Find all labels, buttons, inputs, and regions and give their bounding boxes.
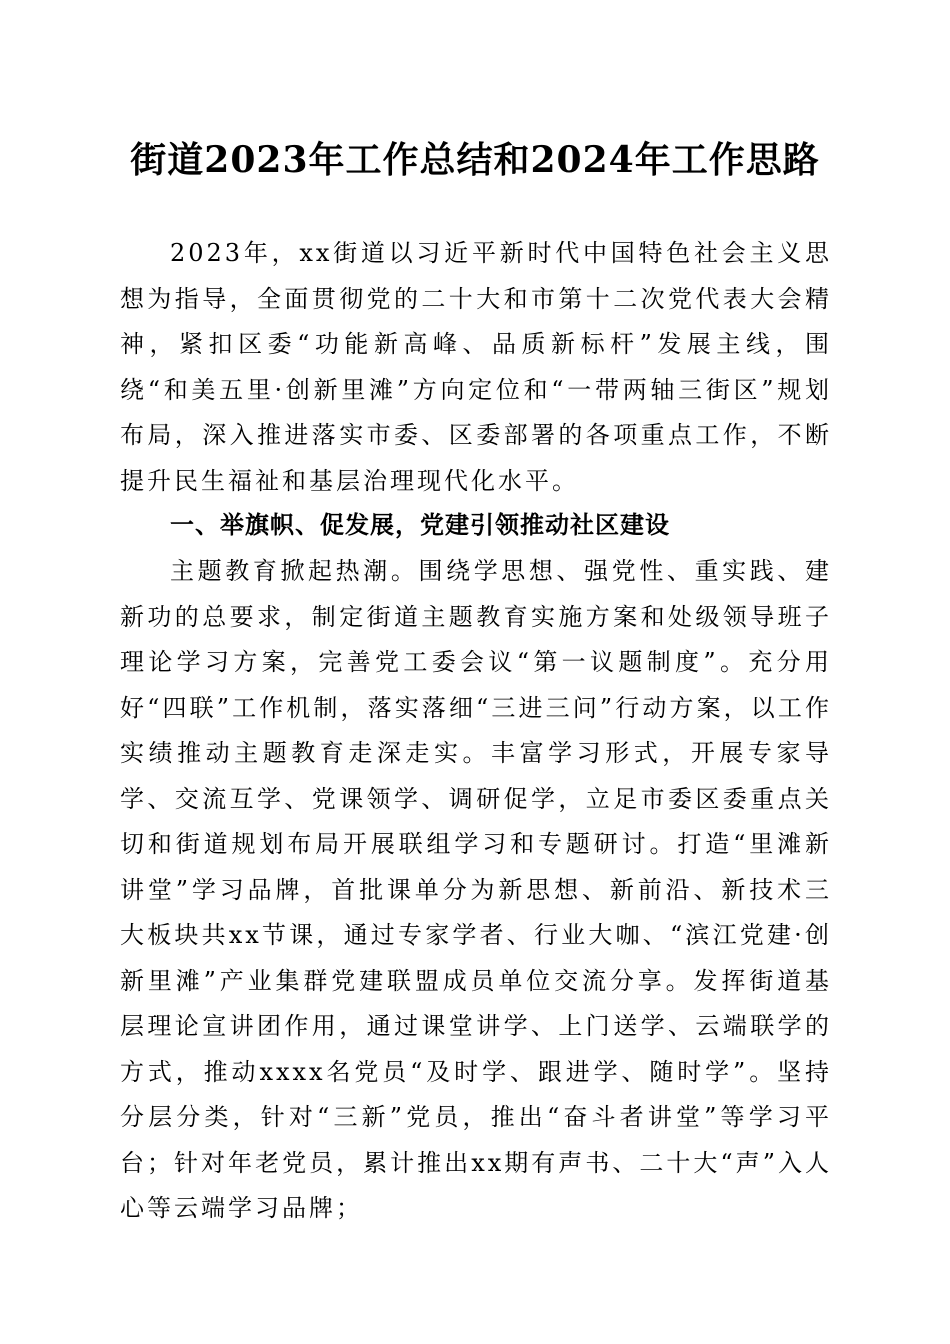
section-paragraph: 主题教育掀起热潮。围绕学思想、强党性、重实践、建新功的总要求，制定街道主题教育实施方案和处级领导班子理论学习方案，完善党工委会议“第一议题制度”。充分用好“四联”工作机制，落实落细“三进三问”行动方案，以工作实绩推动主题教育走深走实。丰富学习形式，开展专家导学、交流互学、党课领学、调研促学，立足市委区委重点关切和街道规划布局开展联组学习和专题研讨。打造“里滩新讲堂”学习品牌，首批课单分为新思想、新前沿、新技术三大板块共xx节课，通过专家学者、行业大咖、“滨江党建·创新里滩”产业集群党建联盟成员单位交流分享。发挥街道基层理论宣讲团作用，通过课堂讲学、上门送学、云端联学的方式，推动xxxx名党员“及时学、跟进学、随时学”。坚持分层分类，针对“三新”党员，推出“奋斗者讲堂”等学习平台；针对年老党员，累计推出xx期有声书、二十大“声”入人心等云端学习品牌；: [120, 557, 832, 1222]
section-heading: 一、举旗帜、促发展，党建引领推动社区建设: [170, 511, 670, 539]
document-title: 街道2023年工作总结和2024年工作思路: [130, 139, 820, 181]
intro-paragraph: 2023年，xx街道以习近平新时代中国特色社会主义思想为指导，全面贯彻党的二十大和市第十二次党代表大会精神，紧扣区委“功能新高峰、品质新标杆”发展主线，围绕“和美五里·创新里滩”方向定位和“一带两轴三街区”规划布局，深入推进落实市委、区委部署的各项重点工作，不断提升民生福祉和基层治理现代化水平。: [120, 239, 832, 495]
